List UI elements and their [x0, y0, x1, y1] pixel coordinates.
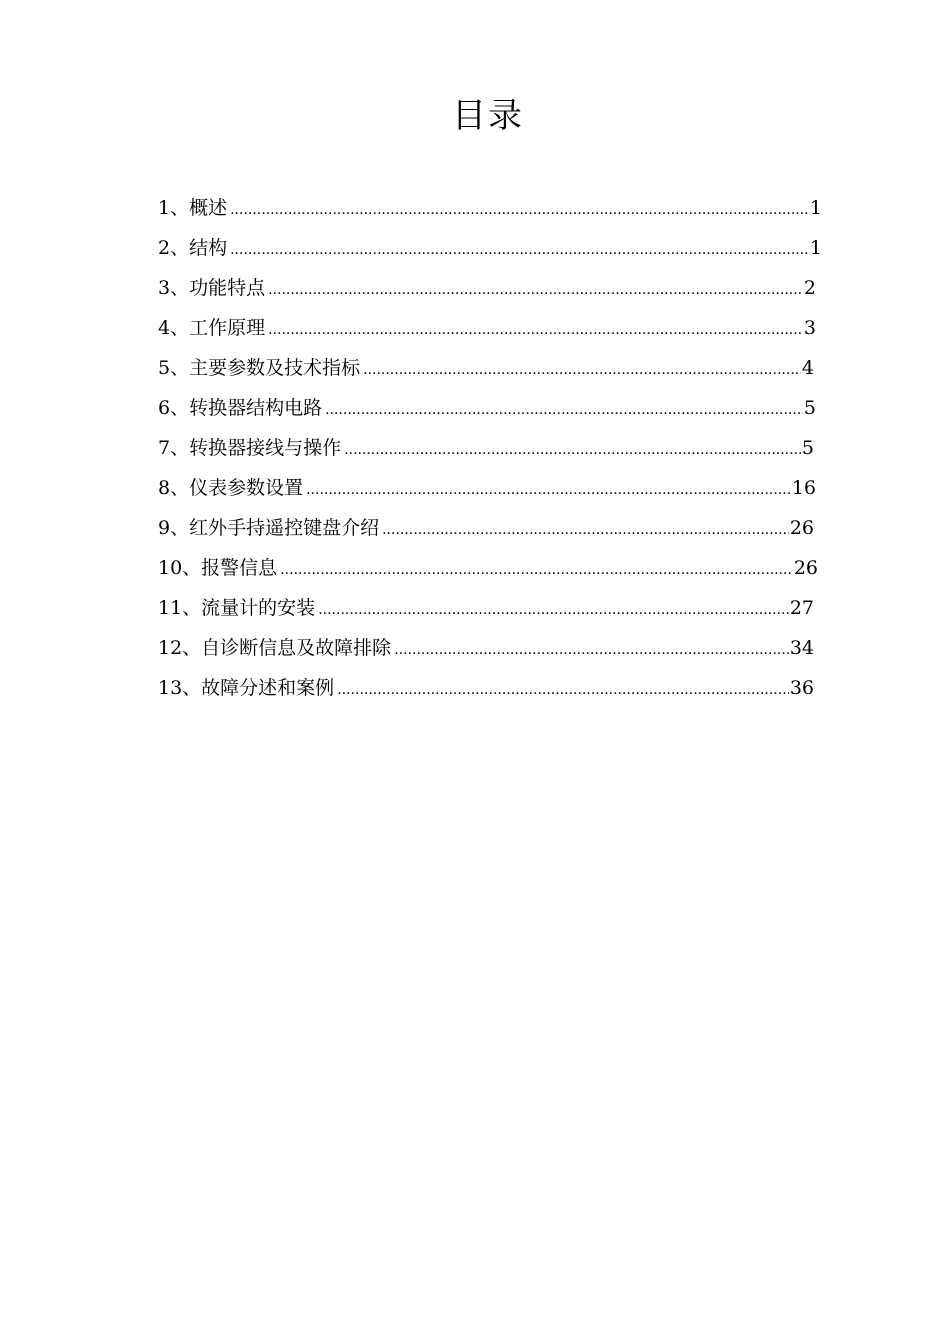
- toc-entry-page: 5: [803, 397, 816, 419]
- toc-entry-page: 3: [803, 317, 816, 339]
- toc-dot-leader: [382, 510, 789, 550]
- toc-entry-page: 16: [791, 477, 816, 499]
- toc-dot-leader: [280, 550, 793, 590]
- toc-entry-label: 9、红外手持遥控键盘介绍: [158, 517, 380, 539]
- toc-entry[interactable]: [158, 628, 822, 668]
- toc-dot-leader: [363, 350, 801, 390]
- toc-dot-leader: [325, 390, 803, 430]
- toc-entry[interactable]: [158, 388, 822, 428]
- toc-entry[interactable]: [158, 508, 822, 548]
- toc-entry-label: 12、自诊断信息及故障排除: [158, 637, 392, 659]
- toc-entry-label: 6、转换器结构电路: [158, 397, 323, 419]
- toc-entry[interactable]: [158, 668, 822, 708]
- toc-entry-label: 1、概述: [158, 197, 228, 219]
- toc-entry-label: 2、结构: [158, 237, 228, 259]
- toc-dot-leader: [318, 590, 789, 630]
- toc-entry-label: 4、工作原理: [158, 317, 266, 339]
- toc-entry-label: 10、报警信息: [158, 557, 278, 579]
- toc-dot-leader: [268, 270, 803, 310]
- toc-entry-page: 1: [809, 197, 822, 219]
- toc-entry-label: 5、主要参数及技术指标: [158, 357, 361, 379]
- toc-dot-leader: [230, 230, 809, 270]
- toc-entry[interactable]: [158, 188, 822, 228]
- toc-entry-page: 34: [789, 637, 814, 659]
- toc-dot-leader: [268, 310, 803, 350]
- toc-entry-label: 7、转换器接线与操作: [158, 437, 342, 459]
- page-title: 目录: [452, 96, 524, 136]
- toc-entry-page: 26: [793, 557, 818, 579]
- toc-entry-page: 36: [789, 677, 814, 699]
- toc-entry[interactable]: [158, 468, 822, 508]
- toc-entry-label: 8、仪表参数设置: [158, 477, 304, 499]
- toc-dot-leader: [306, 470, 791, 510]
- toc-entry[interactable]: [158, 588, 822, 628]
- toc-dot-leader: [344, 430, 801, 470]
- toc-entry[interactable]: [158, 268, 822, 308]
- toc-entry-page: 5: [801, 437, 814, 459]
- toc-entry-label: 11、流量计的安装: [158, 597, 316, 619]
- toc-entry[interactable]: [158, 228, 822, 268]
- toc-entry-page: 27: [789, 597, 814, 619]
- table-of-contents: [158, 188, 822, 708]
- toc-entry-page: 1: [809, 237, 822, 259]
- toc-entry[interactable]: [158, 348, 822, 388]
- toc-dot-leader: [337, 670, 789, 710]
- toc-entry[interactable]: [158, 548, 822, 588]
- toc-entry-label: 13、故障分述和案例: [158, 677, 335, 699]
- toc-entry-page: 4: [801, 357, 814, 379]
- toc-dot-leader: [394, 630, 789, 670]
- toc-entry[interactable]: [158, 428, 822, 468]
- toc-entry[interactable]: [158, 308, 822, 348]
- toc-entry-page: 2: [803, 277, 816, 299]
- toc-entry-page: 26: [789, 517, 814, 539]
- toc-dot-leader: [230, 190, 809, 230]
- toc-entry-label: 3、功能特点: [158, 277, 266, 299]
